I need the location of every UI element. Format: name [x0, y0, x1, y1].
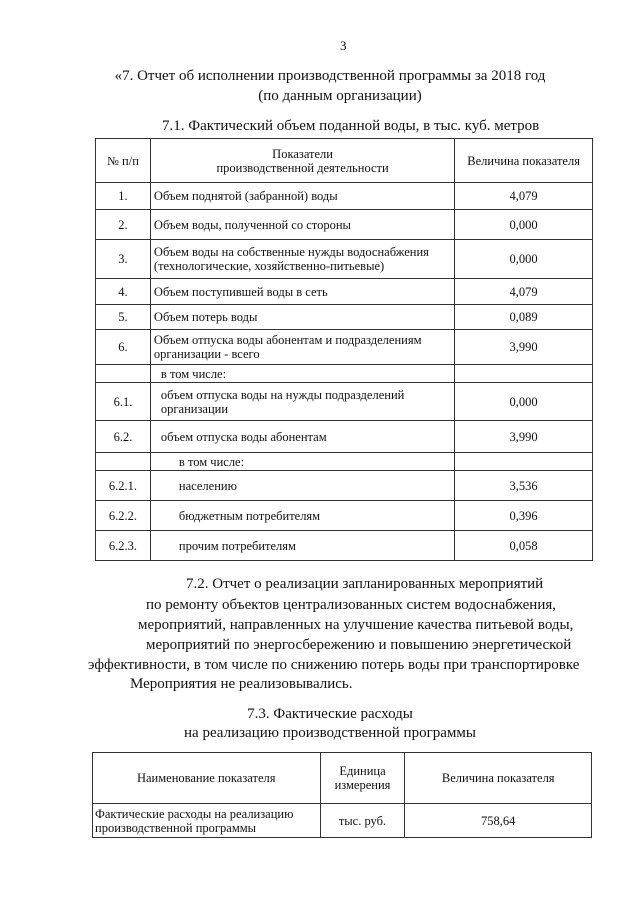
row-value: 4,079: [455, 279, 593, 305]
row-value: [455, 365, 593, 383]
table-row: [93, 804, 592, 838]
header-value: Величина показателя: [455, 139, 593, 183]
row-value: 0,000: [455, 383, 593, 421]
row-value: 0,000: [455, 210, 593, 240]
row-value: 3,990: [455, 421, 593, 453]
section-7-1-heading: 7.1. Фактический объем поданной воды, в тыс. куб. метров: [162, 118, 540, 134]
table-row: [96, 383, 593, 421]
section-7-2-heading-line: мероприятий по энергосбережению и повышению энергетической: [146, 637, 572, 653]
table-row: [96, 305, 593, 330]
header-num: № п/п: [96, 139, 151, 183]
row-number: 6.2.3.: [96, 531, 151, 561]
row-value: 0,000: [455, 240, 593, 279]
row-number: 6.: [96, 330, 151, 365]
section-7-3-heading: 7.3. Фактические расходы: [247, 706, 413, 722]
row-value: 3,536: [455, 471, 593, 501]
row-indicator: в том числе:: [150, 453, 454, 471]
row-indicator: Объем поднятой (забранной) воды: [150, 183, 454, 210]
table-row: [96, 210, 593, 240]
expenses-table: [92, 752, 592, 838]
header-value: Величина показателя: [405, 753, 592, 804]
document-title: «7. Отчет об исполнении производственной программы за 2018 год: [114, 68, 546, 84]
table-row: [96, 279, 593, 305]
row-indicator: в том числе:: [150, 365, 454, 383]
table-header-row: [93, 753, 592, 804]
table-row: [96, 421, 593, 453]
table-row: [96, 240, 593, 279]
table-row: [96, 453, 593, 471]
table-row: [96, 501, 593, 531]
table-row: [96, 471, 593, 501]
row-indicator: населению: [150, 471, 454, 501]
row-number: [96, 453, 151, 471]
row-number: 4.: [96, 279, 151, 305]
row-number: 2.: [96, 210, 151, 240]
row-number: 6.2.1.: [96, 471, 151, 501]
row-number: 6.1.: [96, 383, 151, 421]
row-number: [96, 365, 151, 383]
page-number: 3: [340, 38, 347, 53]
row-number: 6.2.2.: [96, 501, 151, 531]
row-value: 4,079: [455, 183, 593, 210]
row-indicator: Объем поступившей воды в сеть: [150, 279, 454, 305]
row-value: 0,089: [455, 305, 593, 330]
row-value: 0,396: [455, 501, 593, 531]
row-indicator: Объем воды на собственные нужды водоснабжения (технологические, хозяйственно-питьевые): [150, 240, 454, 279]
header-name: Наименование показателя: [93, 753, 321, 804]
row-indicator: Объем потерь воды: [150, 305, 454, 330]
section-7-2-heading-line: эффективности, в том числе по снижению потерь воды при транспортировке: [88, 657, 580, 673]
row-value: 0,058: [455, 531, 593, 561]
water-volume-table: [95, 138, 593, 561]
table-row: [96, 531, 593, 561]
header-unit: Единица измерения: [320, 753, 405, 804]
row-indicator: объем отпуска воды на нужды подразделений организации: [150, 383, 454, 421]
document-subtitle: (по данным организации): [258, 88, 422, 104]
section-7-2-heading-line: 7.2. Отчет о реализации запланированных мероприятий: [186, 576, 544, 592]
expense-unit: тыс. руб.: [320, 804, 405, 838]
row-number: 5.: [96, 305, 151, 330]
section-7-2-heading-line: мероприятий, направленных на улучшение качества питьевой воды,: [138, 617, 574, 633]
row-indicator: прочим потребителям: [150, 531, 454, 561]
row-number: 3.: [96, 240, 151, 279]
row-indicator: объем отпуска воды абонентам: [150, 421, 454, 453]
section-7-2-heading-line: по ремонту объектов централизованных систем водоснабжения,: [146, 597, 557, 613]
table-header-row: [96, 139, 593, 183]
header-name: Показатели производственной деятельности: [150, 139, 454, 183]
section-7-2-text: Мероприятия не реализовывались.: [130, 676, 353, 692]
row-value: 3,990: [455, 330, 593, 365]
row-indicator: бюджетным потребителям: [150, 501, 454, 531]
table-row: [96, 365, 593, 383]
row-indicator: Объем воды, полученной со стороны: [150, 210, 454, 240]
section-7-3-subheading: на реализацию производственной программы: [184, 725, 476, 741]
row-number: 6.2.: [96, 421, 151, 453]
row-number: 1.: [96, 183, 151, 210]
table-row: [96, 183, 593, 210]
table-row: [96, 330, 593, 365]
row-indicator: Объем отпуска воды абонентам и подразделениям организации - всего: [150, 330, 454, 365]
row-value: [455, 453, 593, 471]
expense-name: Фактические расходы на реализацию производственной программы: [93, 804, 321, 838]
expense-value: 758,64: [405, 804, 592, 838]
